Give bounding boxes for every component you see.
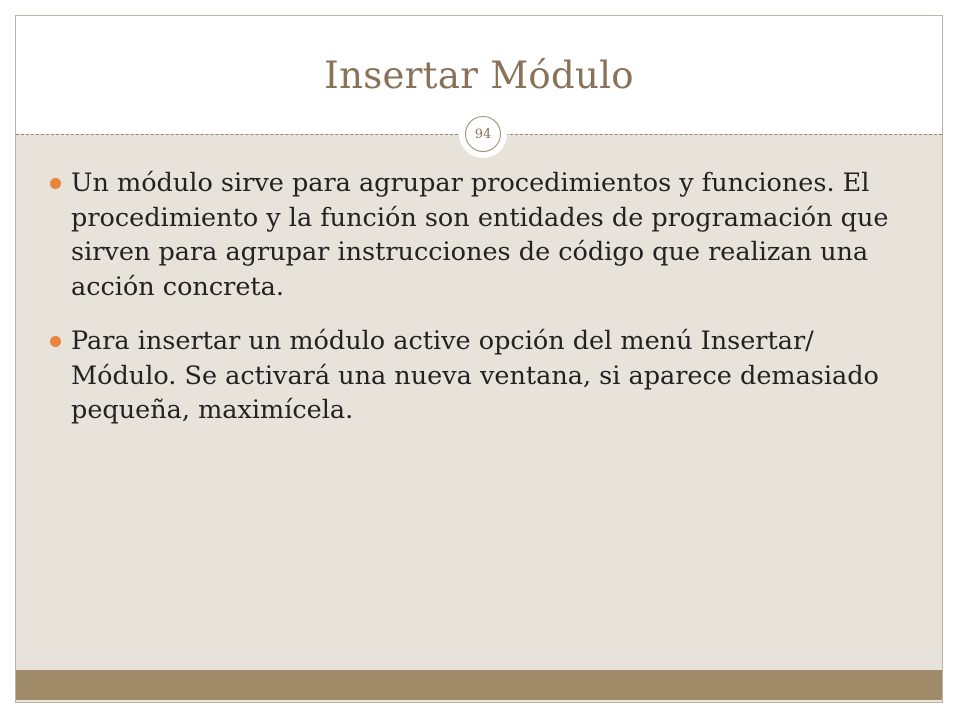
slide [15,15,943,703]
bullet-dot-icon [50,336,61,347]
slide-content [50,166,920,448]
bullet-text: Un módulo sirve para agrupar procedimientos y funciones. El procedimiento y la función son entidades de programación que sirven para agrupar instrucciones de código que realizan una acción concreta. [71,168,889,302]
bullet-dot-icon [50,178,61,189]
bullet-item [50,166,920,304]
bullet-item [50,324,920,428]
page-number: 94 [465,116,501,152]
footer-bar [16,670,942,700]
page-number-badge [459,110,507,158]
bullet-text: Para insertar un módulo active opción del menú Insertar/ Módulo. Se activará una nueva ventana, si aparece demasiado pequeña, maximícela. [71,326,879,425]
bullet-list [50,166,920,428]
slide-title: Insertar Módulo [324,54,634,97]
